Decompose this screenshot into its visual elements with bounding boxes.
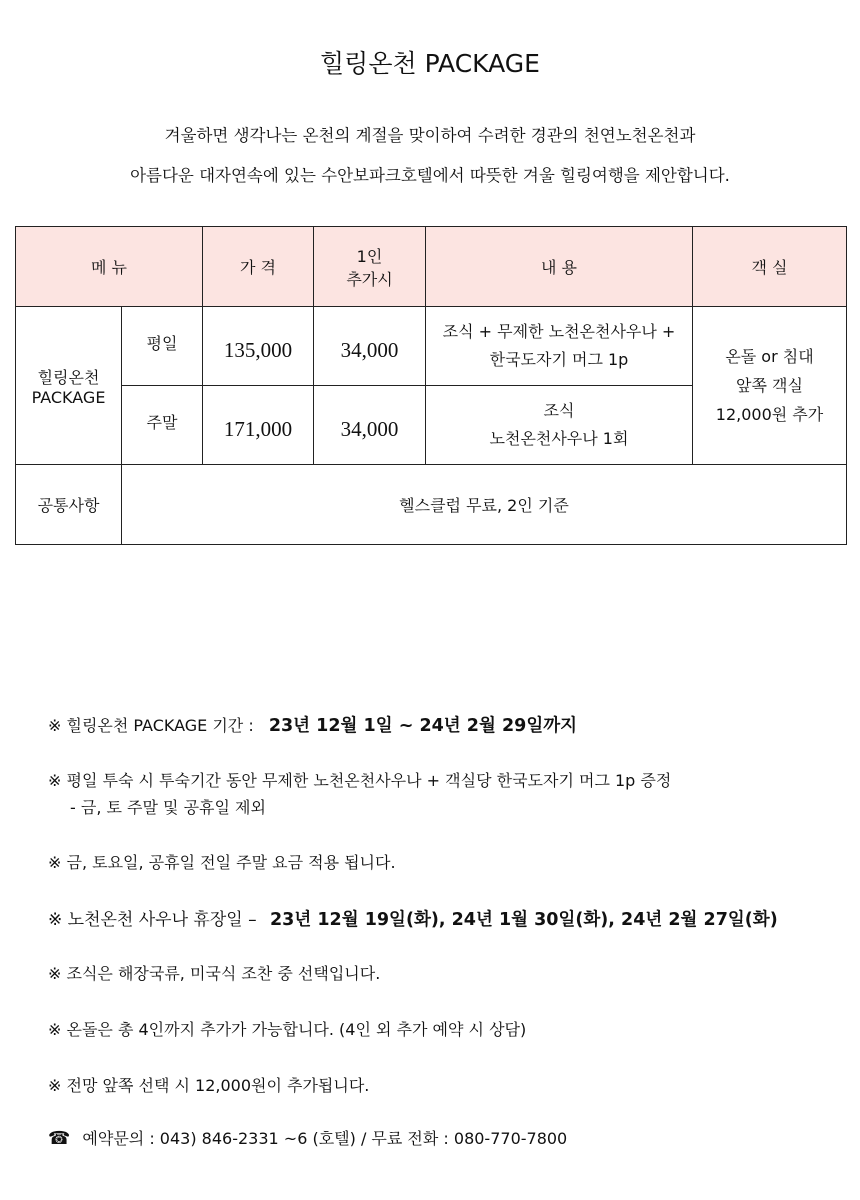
content-cell	[426, 386, 693, 465]
note-weekday-stay-sub: - 금, 토 주말 및 공휴일 제외	[70, 798, 266, 817]
content-line-1: 조식	[543, 401, 575, 420]
note-period-value: 23년 12월 1일 ~ 24년 2월 29일까지	[268, 716, 578, 736]
package-name-line-2: PACKAGE	[31, 387, 106, 407]
common-value: 헬스클럽 무료, 2인 기준	[122, 465, 847, 545]
contact-text: 예약문의 : 043) 846-2331 ~6 (호텔) / 무료 전화 : 080-770-7800	[82, 1129, 568, 1148]
room-line-1: 온돌 or 침대	[725, 347, 814, 366]
room-line-3: 12,000원 추가	[715, 405, 824, 424]
table-row	[16, 307, 847, 386]
package-name-cell	[16, 307, 122, 465]
note-closed-value: 23년 12월 19일(화), 24년 1월 30일(화), 24년 2월 27일(화)	[270, 910, 778, 930]
note-view: ※ 전망 앞쪽 선택 시 12,000원이 추가됩니다.	[48, 1076, 370, 1095]
content-line-1: 조식 + 무제한 노천온천사우나 +	[442, 322, 676, 341]
header-extra-line-1: 1인	[356, 246, 383, 266]
content-line-2: 한국도자기 머그 1p	[489, 350, 629, 369]
phone-icon: ☎	[48, 1128, 71, 1149]
header-price: 가 격	[203, 227, 314, 307]
note-closed-days	[48, 905, 778, 931]
room-line-2: 앞쪽 객실	[736, 376, 803, 395]
note-period-label: ※ 힐링온천 PACKAGE 기간 :	[48, 716, 254, 735]
page-title: 힐링온천 PACKAGE	[320, 49, 540, 78]
intro-text	[0, 116, 860, 196]
room-cell	[693, 307, 847, 465]
package-table	[15, 226, 847, 545]
header-menu: 메 뉴	[16, 227, 203, 307]
extra-price-cell: 34,000	[314, 386, 426, 465]
extra-price-cell: 34,000	[314, 307, 426, 386]
note-closed-label: ※ 노천온천 사우나 휴장일 –	[48, 910, 257, 930]
price-cell: 135,000	[203, 307, 314, 386]
intro-line-2: 아름다운 대자연속에 있는 수안보파크호텔에서 따뜻한 겨울 힐링여행을 제안합니다.	[130, 166, 730, 185]
price-cell: 171,000	[203, 386, 314, 465]
common-label: 공통사항	[16, 465, 122, 545]
intro-line-1: 겨울하면 생각나는 온천의 계절을 맞이하여 수려한 경관의 천연노천온천과	[164, 126, 696, 145]
package-name-line-1: 힐링온천	[37, 367, 100, 387]
note-ondol: ※ 온돌은 총 4인까지 추가가 가능합니다. (4인 외 추가 예약 시 상담)	[48, 1020, 527, 1039]
header-extra	[314, 227, 426, 307]
content-line-2: 노천온천사우나 1회	[489, 429, 629, 448]
header-content: 내 용	[426, 227, 693, 307]
note-contact	[48, 1126, 567, 1149]
note-period	[48, 712, 577, 737]
day-cell: 주말	[122, 386, 203, 465]
day-cell: 평일	[122, 307, 203, 386]
note-weekend-rate: ※ 금, 토요일, 공휴일 전일 주말 요금 적용 됩니다.	[48, 853, 396, 872]
note-breakfast: ※ 조식은 해장국류, 미국식 조찬 중 선택입니다.	[48, 964, 381, 983]
note-weekday-stay: ※ 평일 투숙 시 투숙기간 동안 무제한 노천온천사우나 + 객실당 한국도자기 머그 1p 증정	[48, 771, 672, 790]
common-row	[16, 465, 847, 545]
header-room: 객 실	[693, 227, 847, 307]
table-header-row	[16, 227, 847, 307]
content-cell	[426, 307, 693, 386]
header-extra-line-2: 추가시	[346, 269, 393, 289]
